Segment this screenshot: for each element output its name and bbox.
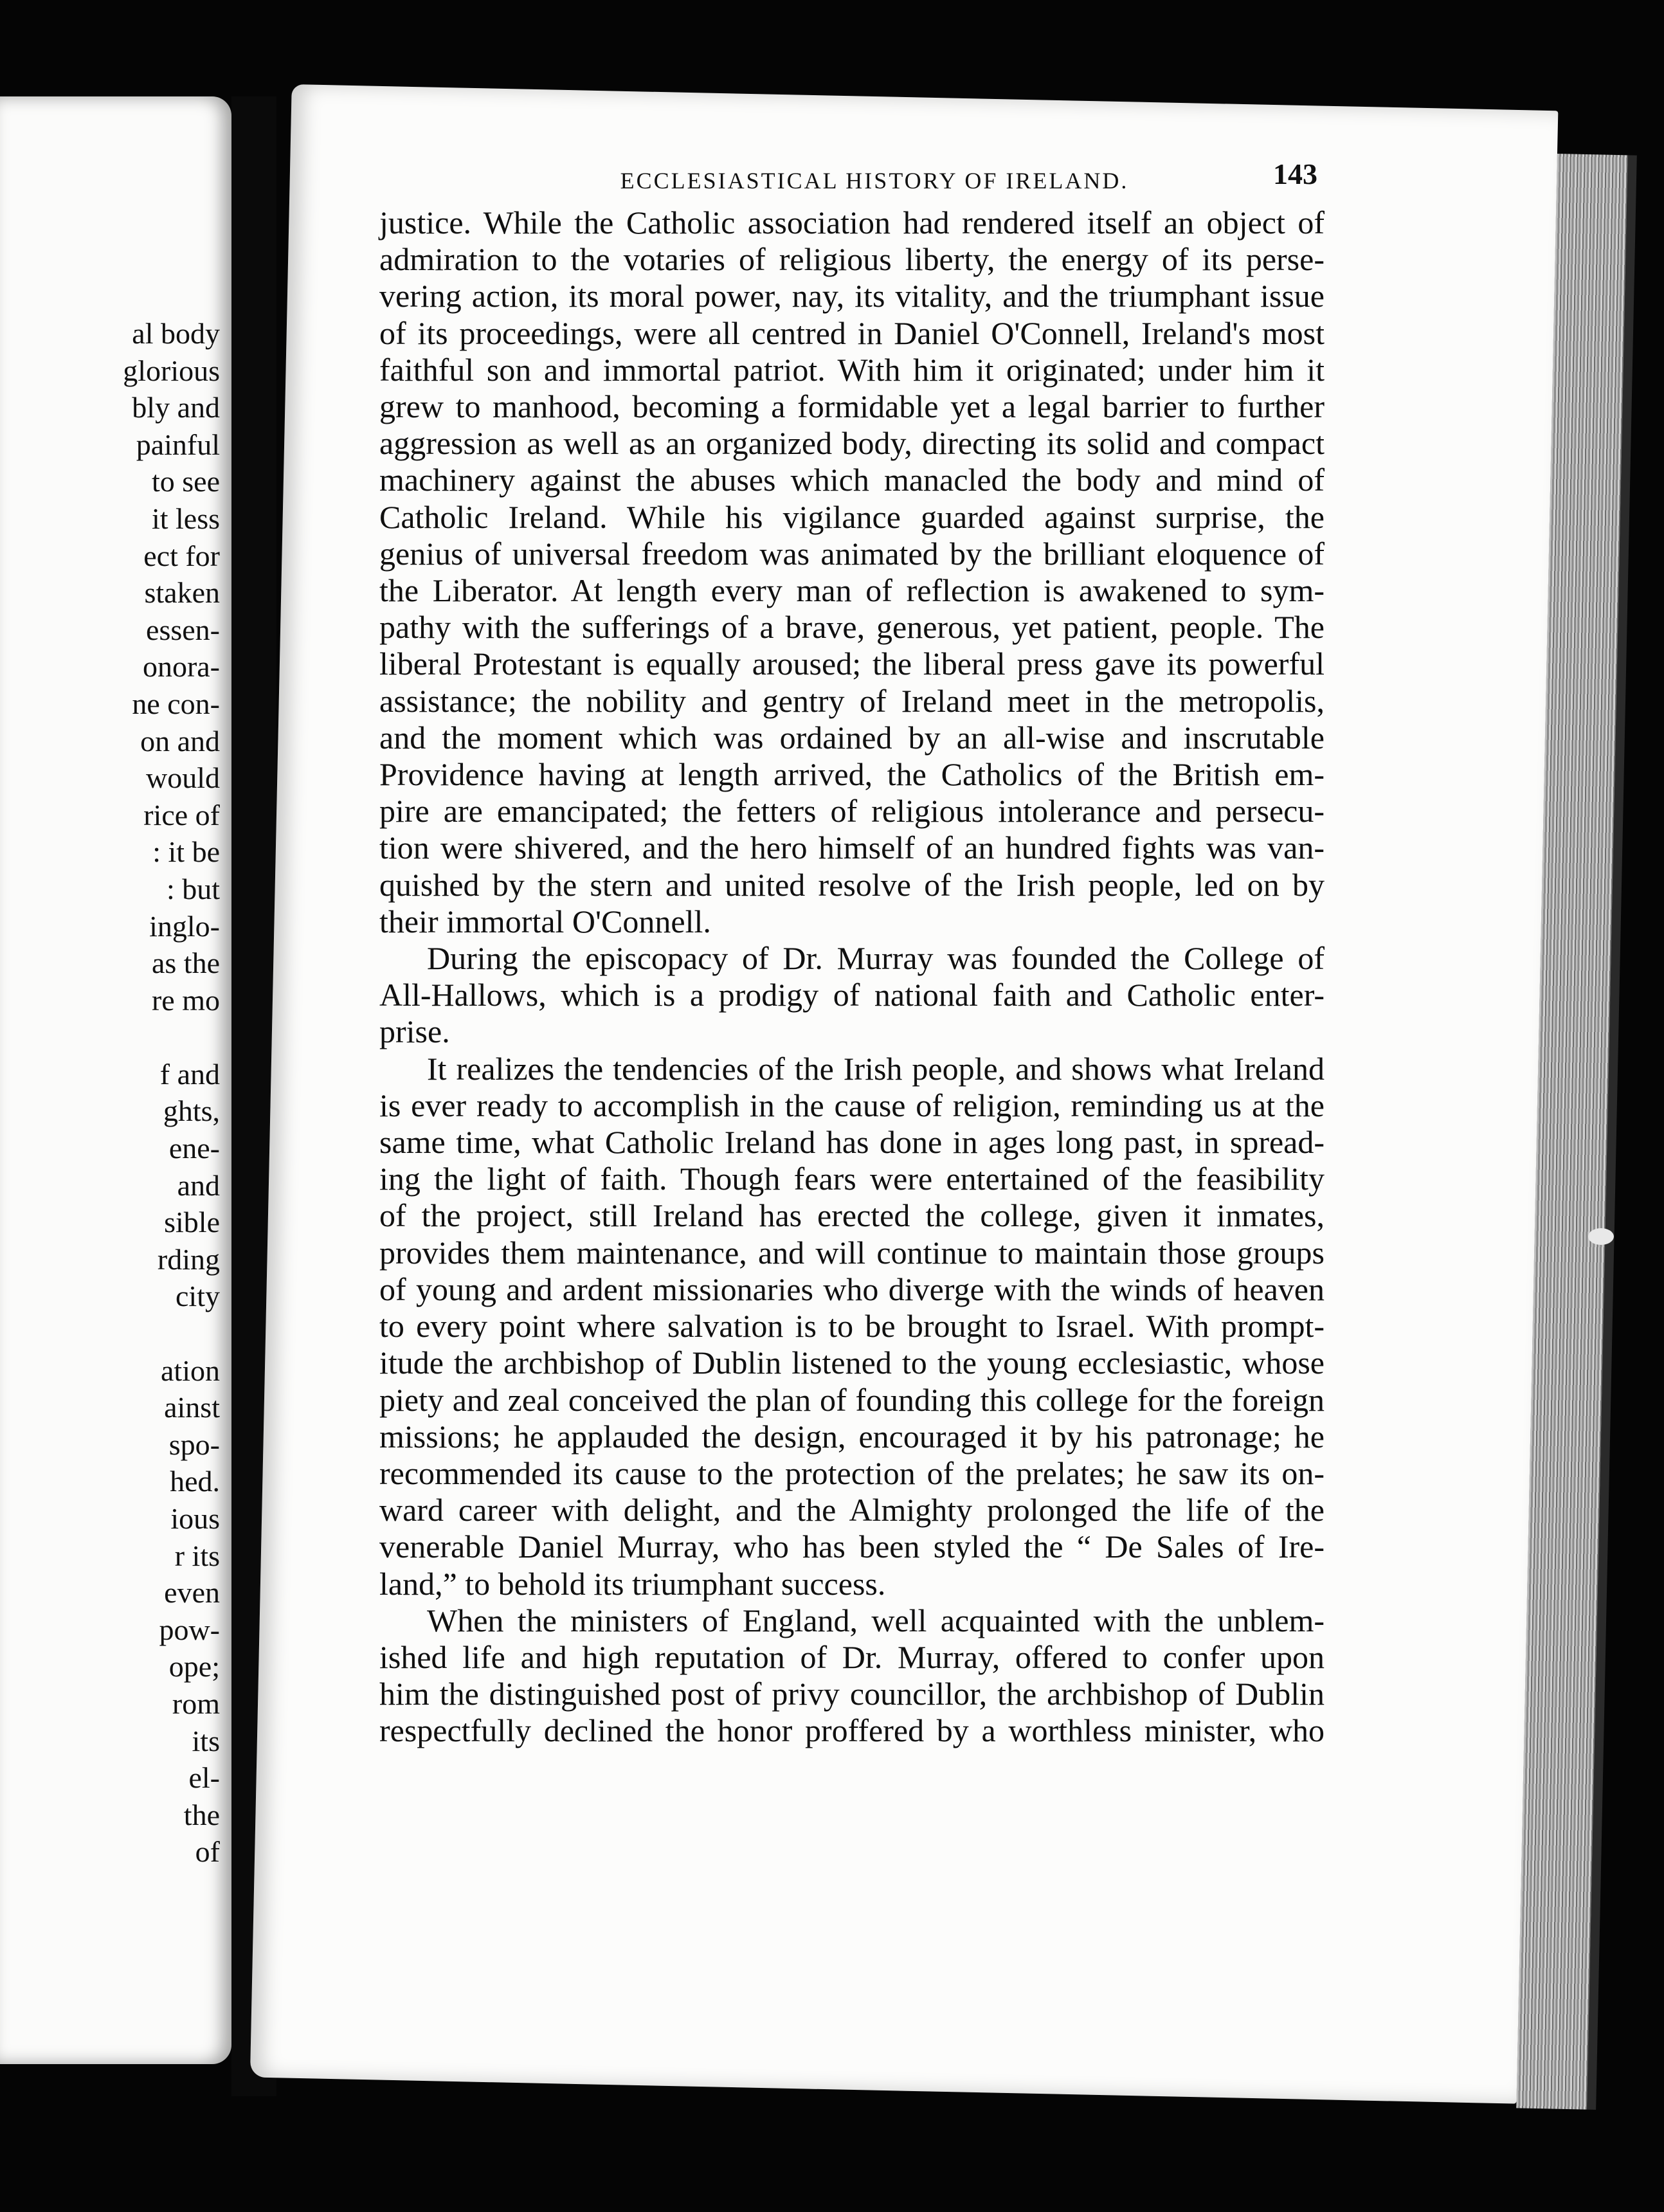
text-line: piety and zeal conceived the plan of founding this college for the foreign — [379, 1381, 1325, 1418]
text-line: their immortal O'Connell. — [379, 903, 711, 939]
left-page-gap — [123, 1315, 220, 1352]
left-page-line: ious — [170, 1502, 220, 1535]
left-page-line: it less — [151, 502, 220, 535]
text-line: pathy with the sufferings of a brave, generous, yet patient, people. The — [379, 609, 1325, 646]
left-page-line: rding — [157, 1242, 220, 1276]
text-line: venerable Daniel Murray, who has been styled the “ De Sales of Ire- — [379, 1528, 1325, 1565]
left-page-line: hed. — [170, 1465, 220, 1498]
left-page-line: el- — [188, 1761, 220, 1795]
text-line: aggression as well as an organized body, directing its solid and compact — [379, 425, 1325, 462]
left-page-line: r its — [174, 1539, 220, 1572]
text-line: genius of universal freedom was animated by the brilliant eloquence of — [379, 535, 1325, 572]
text-line: missions; he applauded the design, encouraged it by his patronage; he — [379, 1418, 1325, 1455]
left-page-line: onora- — [142, 650, 220, 684]
text-line: is ever ready to accomplish in the cause of religion, reminding us at the — [379, 1087, 1325, 1123]
text-line: land,” to behold its triumphant success. — [379, 1565, 886, 1602]
scan-speck — [1588, 1228, 1614, 1245]
body-text — [379, 204, 1325, 1750]
text-line: recommended its cause to the protection of the prelates; he saw its on- — [379, 1455, 1325, 1491]
text-line: him the distinguished post of privy councillor, the archbishop of Dublin — [379, 1676, 1325, 1712]
text-line: ward career with delight, and the Almighty prolonged the life of the — [379, 1492, 1325, 1528]
text-line: of its proceedings, were all centred in Daniel O'Connell, Ireland's most — [379, 314, 1325, 351]
text-line: same time, what Catholic Ireland has done in ages long past, in spread- — [379, 1124, 1325, 1161]
left-page-line: ne con- — [132, 687, 220, 720]
text-line: and the moment which was ordained by an all-wise and inscrutable — [379, 719, 1325, 756]
text-line: machinery against the abuses which manacled the body and mind of — [379, 462, 1325, 498]
text-line: ing the light of faith. Though fears were entertained of the feasibility — [379, 1161, 1325, 1197]
text-line: All-Hallows, which is a prodigy of national faith and Catholic enter- — [379, 977, 1325, 1013]
left-page-line: even — [164, 1576, 220, 1609]
text-line: ished life and high reputation of Dr. Murray, offered to confer upon — [379, 1638, 1325, 1675]
left-page-line: sible — [164, 1206, 220, 1239]
text-line: faithful son and immortal patriot. With him it originated; under him it — [379, 351, 1325, 388]
text-line: justice. While the Catholic association had rendered itself an object of — [379, 204, 1325, 240]
left-page-gap — [123, 1019, 220, 1056]
left-page-line: on and — [140, 724, 220, 757]
left-page-line: city — [176, 1280, 220, 1313]
running-head: ECCLESIASTICAL HISTORY OF IRELAND. — [620, 168, 1129, 194]
left-page-line: ope; — [168, 1650, 220, 1683]
left-page-line: painful — [136, 428, 220, 461]
page-number: 143 — [1273, 158, 1317, 190]
text-line: liberal Protestant is equally aroused; the liberal press gave its powerful — [379, 646, 1325, 682]
text-line: grew to manhood, becoming a formidable yet a legal barrier to further — [379, 388, 1325, 425]
left-page-line: ation — [161, 1354, 220, 1387]
left-page-line: rice of — [143, 798, 220, 831]
left-page-line: as the — [151, 947, 220, 980]
left-page-line: to see — [151, 465, 220, 498]
text-line: provides them maintenance, and will continue to maintain those groups — [379, 1234, 1325, 1271]
text-line: pire are emancipated; the fetters of religious intolerance and persecu- — [379, 793, 1325, 830]
left-page-line: f and — [159, 1057, 220, 1091]
left-page-text — [123, 315, 220, 1871]
text-line: vering action, its moral power, nay, its vitality, and the triumphant issue — [379, 278, 1325, 314]
left-page-line: re mo — [151, 983, 220, 1017]
text-line: to every point where salvation is to be brought to Israel. With prompt- — [379, 1308, 1325, 1345]
text-line: quished by the stern and united resolve of the Irish people, led on by — [379, 866, 1325, 903]
left-page-line: ainst — [164, 1391, 220, 1424]
text-line: tion were shivered, and the hero himself of an hundred fights was van- — [379, 830, 1325, 866]
left-page-line: and — [177, 1168, 220, 1202]
left-page-line: : it be — [152, 835, 220, 869]
text-line: prise. — [379, 1013, 450, 1050]
text-line: of the project, still Ireland has erected the college, given it inmates, — [379, 1197, 1325, 1234]
left-page-line: rom — [172, 1687, 220, 1720]
text-line: the Liberator. At length every man of reflection is awakened to sym- — [379, 572, 1325, 609]
left-page-line: essen- — [146, 613, 220, 646]
text-line: When the ministers of England, well acquainted with the unblem- — [427, 1602, 1325, 1638]
left-page-line: its — [192, 1724, 220, 1757]
left-page-line: ghts, — [163, 1094, 220, 1128]
left-page-line: the — [183, 1798, 220, 1831]
text-line: Catholic Ireland. While his vigilance guarded against surprise, the — [379, 498, 1325, 535]
left-page-line: of — [195, 1835, 220, 1869]
left-page-line: spo- — [168, 1428, 220, 1461]
text-line: assistance; the nobility and gentry of Ireland meet in the metropolis, — [379, 682, 1325, 719]
left-page-line: pow- — [159, 1613, 220, 1646]
left-page-line: : but — [166, 872, 220, 905]
left-page-line: would — [146, 761, 220, 795]
text-line: It realizes the tendencies of the Irish people, and shows what Ireland — [427, 1050, 1325, 1087]
left-page-line: inglo- — [149, 909, 220, 943]
left-page — [0, 96, 231, 2064]
left-page-line: al body — [132, 317, 220, 350]
text-line: During the episcopacy of Dr. Murray was founded the College of — [427, 940, 1325, 977]
left-page-line: ene- — [168, 1132, 220, 1165]
text-line: of young and ardent missionaries who diverge with the winds of heaven — [379, 1271, 1325, 1307]
text-line: admiration to the votaries of religious liberty, the energy of its perse- — [379, 241, 1325, 278]
left-page-line: ect for — [143, 539, 220, 572]
left-page-line: bly and — [132, 391, 220, 424]
left-page-line: staken — [144, 576, 220, 610]
text-line: itude the archbishop of Dublin listened to the young ecclesiastic, whose — [379, 1345, 1325, 1381]
left-page-line: glorious — [123, 354, 220, 387]
text-line: respectfully declined the honor proffered by a worthless minister, who — [379, 1712, 1325, 1749]
text-line: Providence having at length arrived, the Catholics of the British em- — [379, 756, 1325, 793]
